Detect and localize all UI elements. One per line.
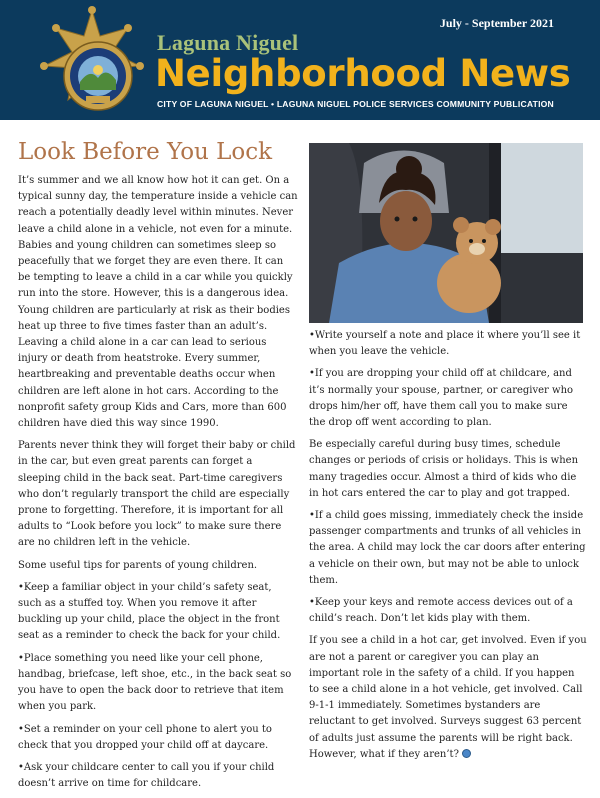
tip-item: •Write yourself a note and place it where you’ll see it when you leave the vehicle.: [309, 330, 581, 358]
article-headline: Look Before You Lock: [18, 139, 273, 165]
closing-paragraph-text: If you see a child in a hot car, get involved. Even if you are not a parent or caregiver you can play an important role in the safety of a child. If you happen to see a child alone in a hot vehicle, get involved. Call 9-1-1 immediately. Sometimes bystanders are reluctant to get involved. Surveys suggest 63 percent of adults just assume the parents will be right back. However, what if they aren’t?: [309, 635, 587, 760]
paragraph: [309, 633, 587, 763]
tip-item: •Place something you need like your cell phone, handbag, briefcase, left shoe, etc., in the back seat so you have to open the back door to retrieve that item when you park.: [18, 652, 292, 713]
right-column: [309, 328, 587, 769]
paragraph: It’s summer and we all know how hot it can get. On a typical sunny day, the temperature inside a vehicle can reach a potentially deadly level within minutes. Never leave a child alone in a vehicle, not even for a minute. Babies and young children can sometimes sleep so peacefully that we forget they are even there. It can be tempting to leave a child in a car while you quickly run into the store. However, this is a dangerous idea. Young children are particularly at risk as their bodies heat up three to five times faster than an adult’s. Leaving a child alone in a car can lead to serious injury or death from heatstroke. Every summer, heartbreaking and preventable deaths occur when children are left alone in hot cars. According to the nonprofit safety group Kids and Cars, more than 600 children have died this way since 1990.: [18, 175, 298, 430]
tip-item: •If a child goes missing, immediately check the inside passenger compartments and trunks of all vehicles in the area. A child may lock the car doors after entering a vehicle on their own, but may not be able to unlock them.: [309, 510, 586, 586]
city-name: Laguna Niguel: [157, 30, 299, 55]
tip-item: •If you are dropping your child off at childcare, and it’s normally your spouse, partner, or caregiver who drops him/her off, have them call you to make sure the drop off went according to plan.: [309, 368, 574, 429]
photo-illustration: [309, 143, 583, 323]
newsletter-title: Neighborhood News: [155, 52, 571, 95]
tip-item: •Ask your childcare center to call you if your child doesn’t arrive on time for childcare.: [18, 761, 275, 790]
tip-item: •Keep your keys and remote access devices out of a child’s reach. Don’t let kids play with them.: [309, 597, 573, 625]
paragraph: Be especially careful during busy times, schedule changes or periods of crisis or holidays. This is when many tragedies occur. Almost a third of kids who die in hot cars entered the car to play and got trapped.: [309, 439, 579, 499]
globe-icon: [462, 749, 471, 758]
masthead: [0, 0, 600, 120]
sheriff-badge-logo: [40, 8, 144, 114]
publication-subtitle: CITY OF LAGUNA NIGUEL • LAGUNA NIGUEL POLICE SERVICES COMMUNITY PUBLICATION: [157, 99, 554, 109]
paragraph: Parents never think they will forget their baby or child in the car, but even great parents can forget a sleeping child in the back seat. Part-time caregivers who don’t regularly transport the child are especially prone to forgetting. Therefore, it is important for all adults to “Look before you lock” to make sure there are no children left in the vehicle.: [18, 440, 296, 549]
left-column: [18, 173, 298, 798]
tip-item: •Keep a familiar object in your child’s safety seat, such as a stuffed toy. When you remove it after buckling up your child, place the object in the front seat as a reminder to check the back for your child.: [18, 581, 281, 642]
paragraph: Some useful tips for parents of young children.: [18, 559, 258, 571]
child-in-car-seat-photo: [309, 143, 583, 323]
tip-item: •Set a reminder on your cell phone to alert you to check that you dropped your child off at daycare.: [18, 723, 272, 751]
issue-date: July - September 2021: [439, 16, 554, 30]
